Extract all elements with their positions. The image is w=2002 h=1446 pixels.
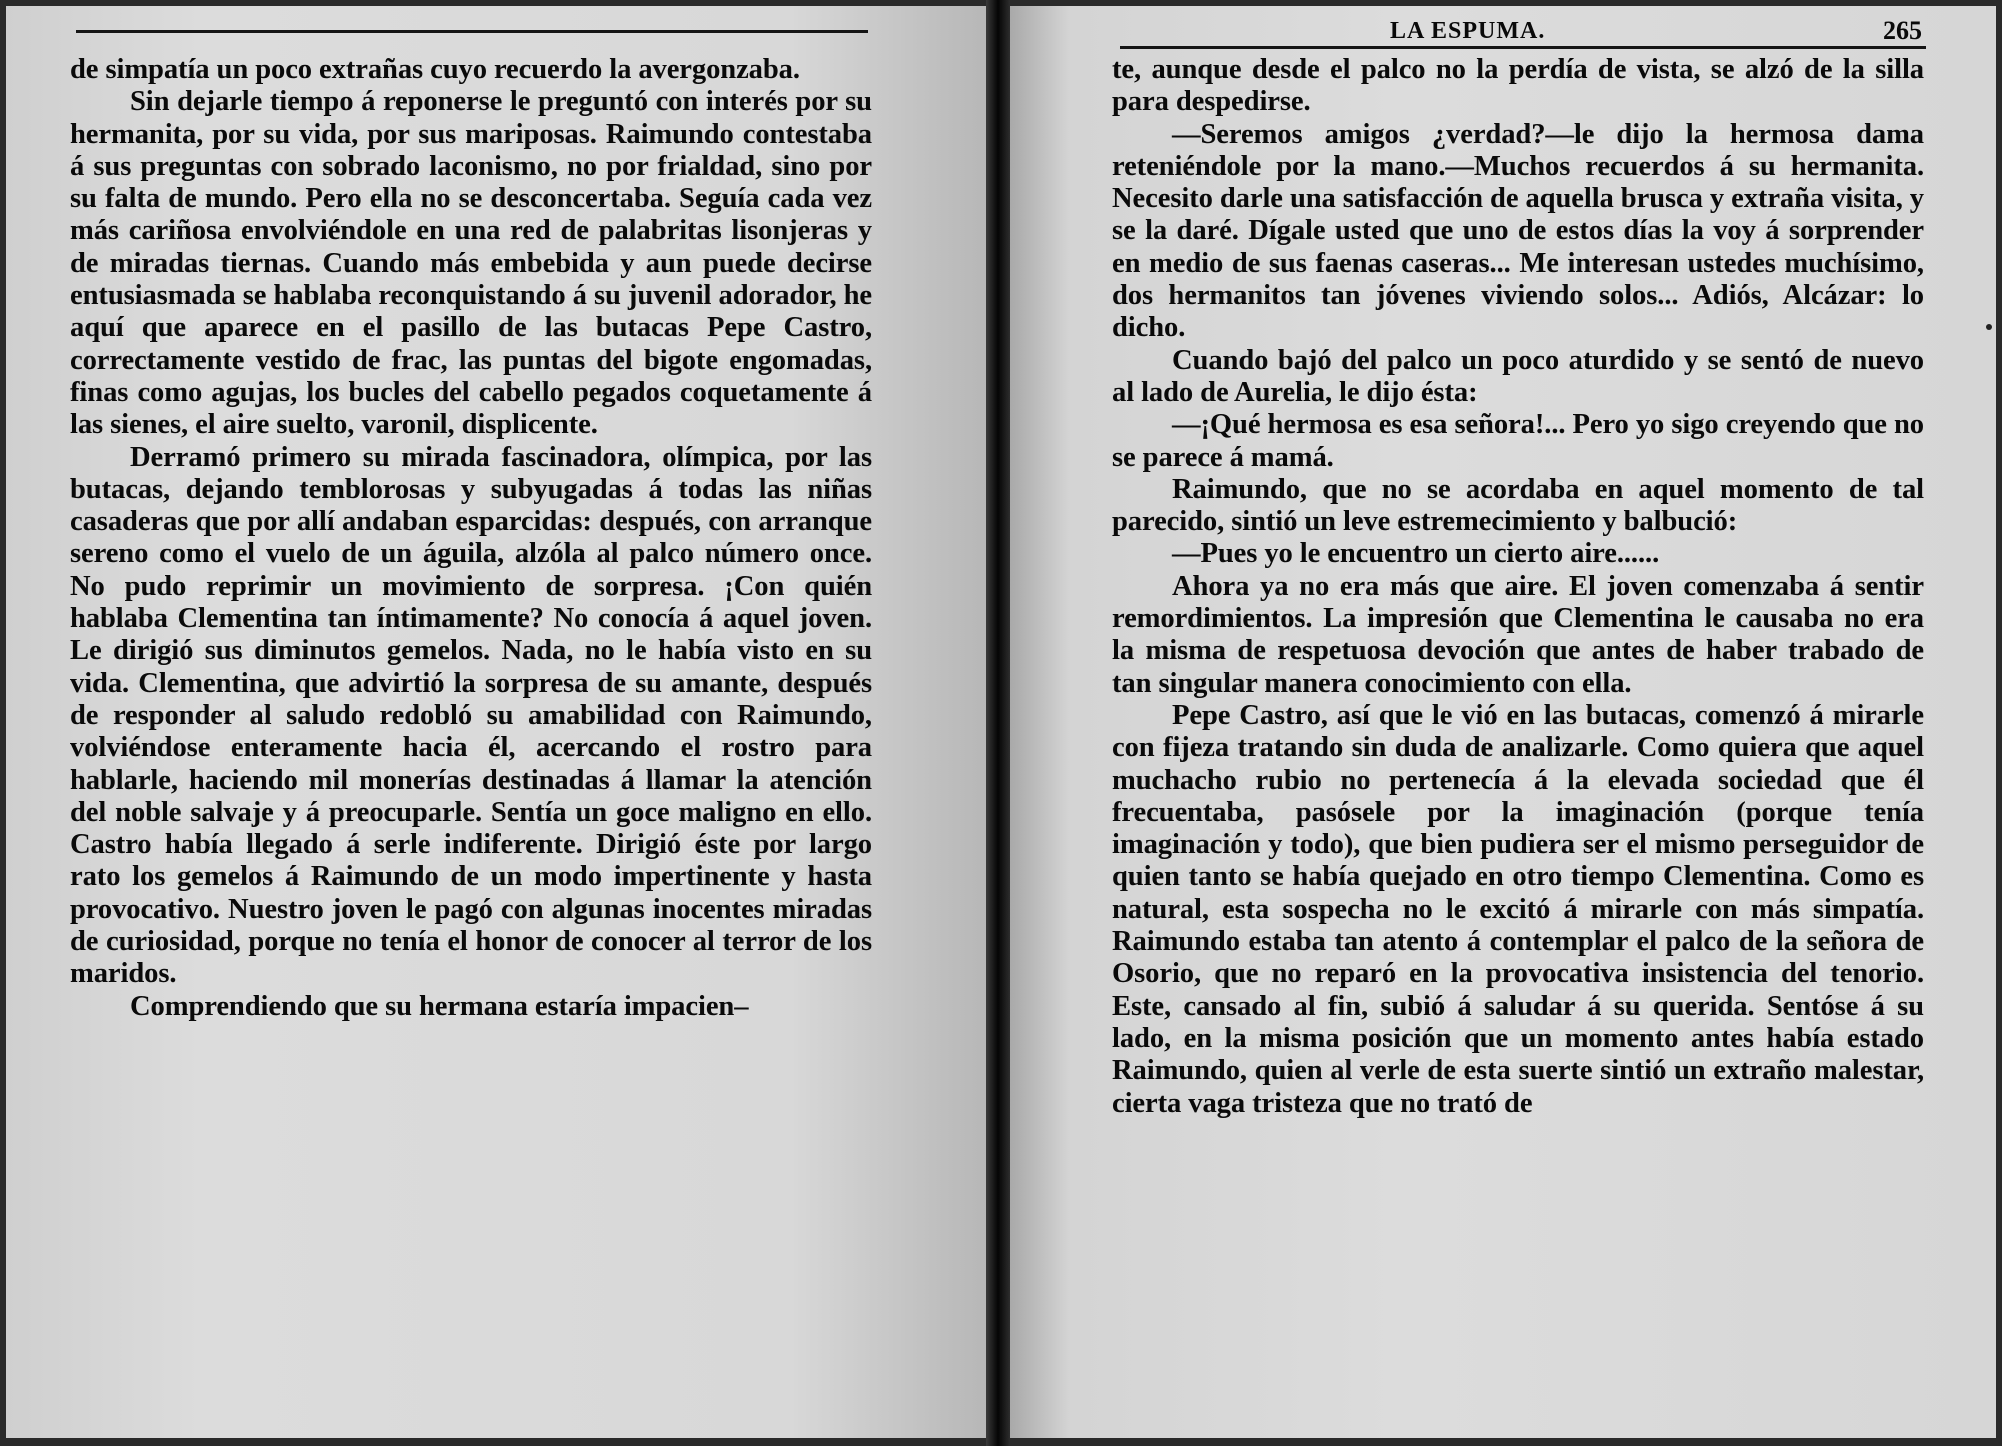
paragraph: —Pues yo le encuentro un cierto aire......: [1172, 538, 1660, 570]
paragraph: te, aunque desde el palco no la perdía de vista, se alzó de la silla para despedirse.: [1112, 54, 1924, 118]
paragraph: Derramó primero su mirada fascinadora, olímpica, por las butacas, dejando temblorosas y subyugadas á todas las niñas casaderas que por allí andaban esparcidas: después, con arranque sereno como el vuelo de un águila, alzóla al palco número once. No pudo reprimir un movimiento de sorpresa. ¡Con quién hablaba Clementina tan íntimamente? No conocía á aquel joven. Le dirigió sus diminutos gemelos. Nada, no le había visto en su vida. Clementina, que advirtió la sorpresa de su amante, después de responder al saludo redobló su amabilidad con Raimundo, volviéndose enteramente hacia él, acercando el rostro para hablarle, haciendo mil monerías destinadas á llamar la atención del noble salvaje y á preocuparle. Sentía un goce maligno en ello. Castro había llegado á serle indiferente. Dirigió éste por largo rato los gemelos á Raimundo de un modo impertinente y hasta provocativo. Nuestro joven le pagó con algunas inocentes miradas de curiosidad, porque no tenía el honor de conocer al terror de los maridos.: [70, 441, 872, 990]
page-number: 265: [1883, 16, 1922, 45]
paragraph: Sin dejarle tiempo á reponerse le preguntó con interés por su hermanita, por su vida, por sus mariposas. Raimundo contestaba á sus preguntas con sobrado laconismo, no por frialdad, sino por su falta de mundo. Pero ella no se desconcertaba. Seguía cada vez más cariñosa envolviéndole en una red de palabritas lisonjeras y de miradas tiernas. Cuando más embebida y aun puede decirse entusiasmada se hablaba reconquistando á su juvenil adorador, he aquí que aparece en el pasillo de las butacas Pepe Castro, correctamente vestido de frac, las puntas del bigote engomadas, finas como agujas, los bucles del cabello pegados coquetamente á las sienes, el aire suelto, varonil, displicente.: [70, 86, 872, 441]
right-page: [1010, 6, 1996, 1438]
running-title: LA ESPUMA.: [1390, 18, 1546, 44]
book-gutter: [986, 0, 1010, 1446]
paragraph: Ahora ya no era más que aire. El joven comenzaba á sentir remordimientos. La impresión que Clementina le causaba no era la misma de respetuosa devoción que antes de haber trabado de tan singular manera conocimiento con ella.: [1112, 570, 1924, 699]
left-page: [6, 6, 986, 1438]
paragraph: —Seremos amigos ¿verdad?—le dijo la hermosa dama reteniéndole por la mano.—Muchos recuerdos á su hermanita. Necesito darle una satisfacción de aquella brusca y extraña visita, y se la daré. Dígale usted que uno de estos días la voy á sorprender en medio de sus faenas caseras... Me interesan ustedes muchísimo, dos hermanitos tan jóvenes viviendo solos... Adiós, Alcázar: lo dicho.: [1112, 118, 1924, 344]
paragraph: Raimundo, que no se acordaba en aquel momento de tal parecido, sintió un leve estremecimiento y balbució:: [1112, 473, 1924, 538]
right-text-block: [1112, 54, 1924, 1120]
left-running-head: [6, 12, 986, 52]
header-rule: [1120, 46, 1926, 49]
right-running-head: [1010, 12, 1996, 52]
paragraph: Cuando bajó del palco un poco aturdido y se sentó de nuevo al lado de Aurelia, le dijo ésta:: [1112, 344, 1924, 408]
paragraph: Comprendiendo que su hermana estaría impacien–: [130, 990, 749, 1022]
header-rule: [76, 30, 868, 33]
paragraph: de simpatía un poco extrañas cuyo recuerdo la avergonzaba.: [70, 54, 800, 85]
paragraph: —¡Qué hermosa es esa señora!... Pero yo sigo creyendo que no se parece á mamá.: [1112, 409, 1924, 473]
left-text-block: [70, 54, 872, 1023]
paragraph: Pepe Castro, así que le vió en las butacas, comenzó á mirarle con fijeza tratando sin duda de analizarle. Como quiera que aquel muchacho rubio no pertenecía á la elevada sociedad que él frecuentaba, pasósele por la imaginación (porque tenía imaginación y todo), que bien pudiera ser el mismo perseguidor de quien tanto se había quejado en otro tiempo Clementina. Como es natural, esta sospecha no le excitó á mirarle con más simpatía. Raimundo estaba tan atento á contemplar el palco de la señora de Osorio, que no reparó en la provocativa insistencia del tenorio. Este, cansado al fin, subió á saludar á su querida. Sentóse á su lado, en la misma posición que un momento antes había estado Raimundo, quien al verle de esta suerte sintió un extraño malestar, cierta vaga tristeza que no trató de: [1112, 699, 1924, 1119]
print-speck: [1986, 324, 1992, 330]
